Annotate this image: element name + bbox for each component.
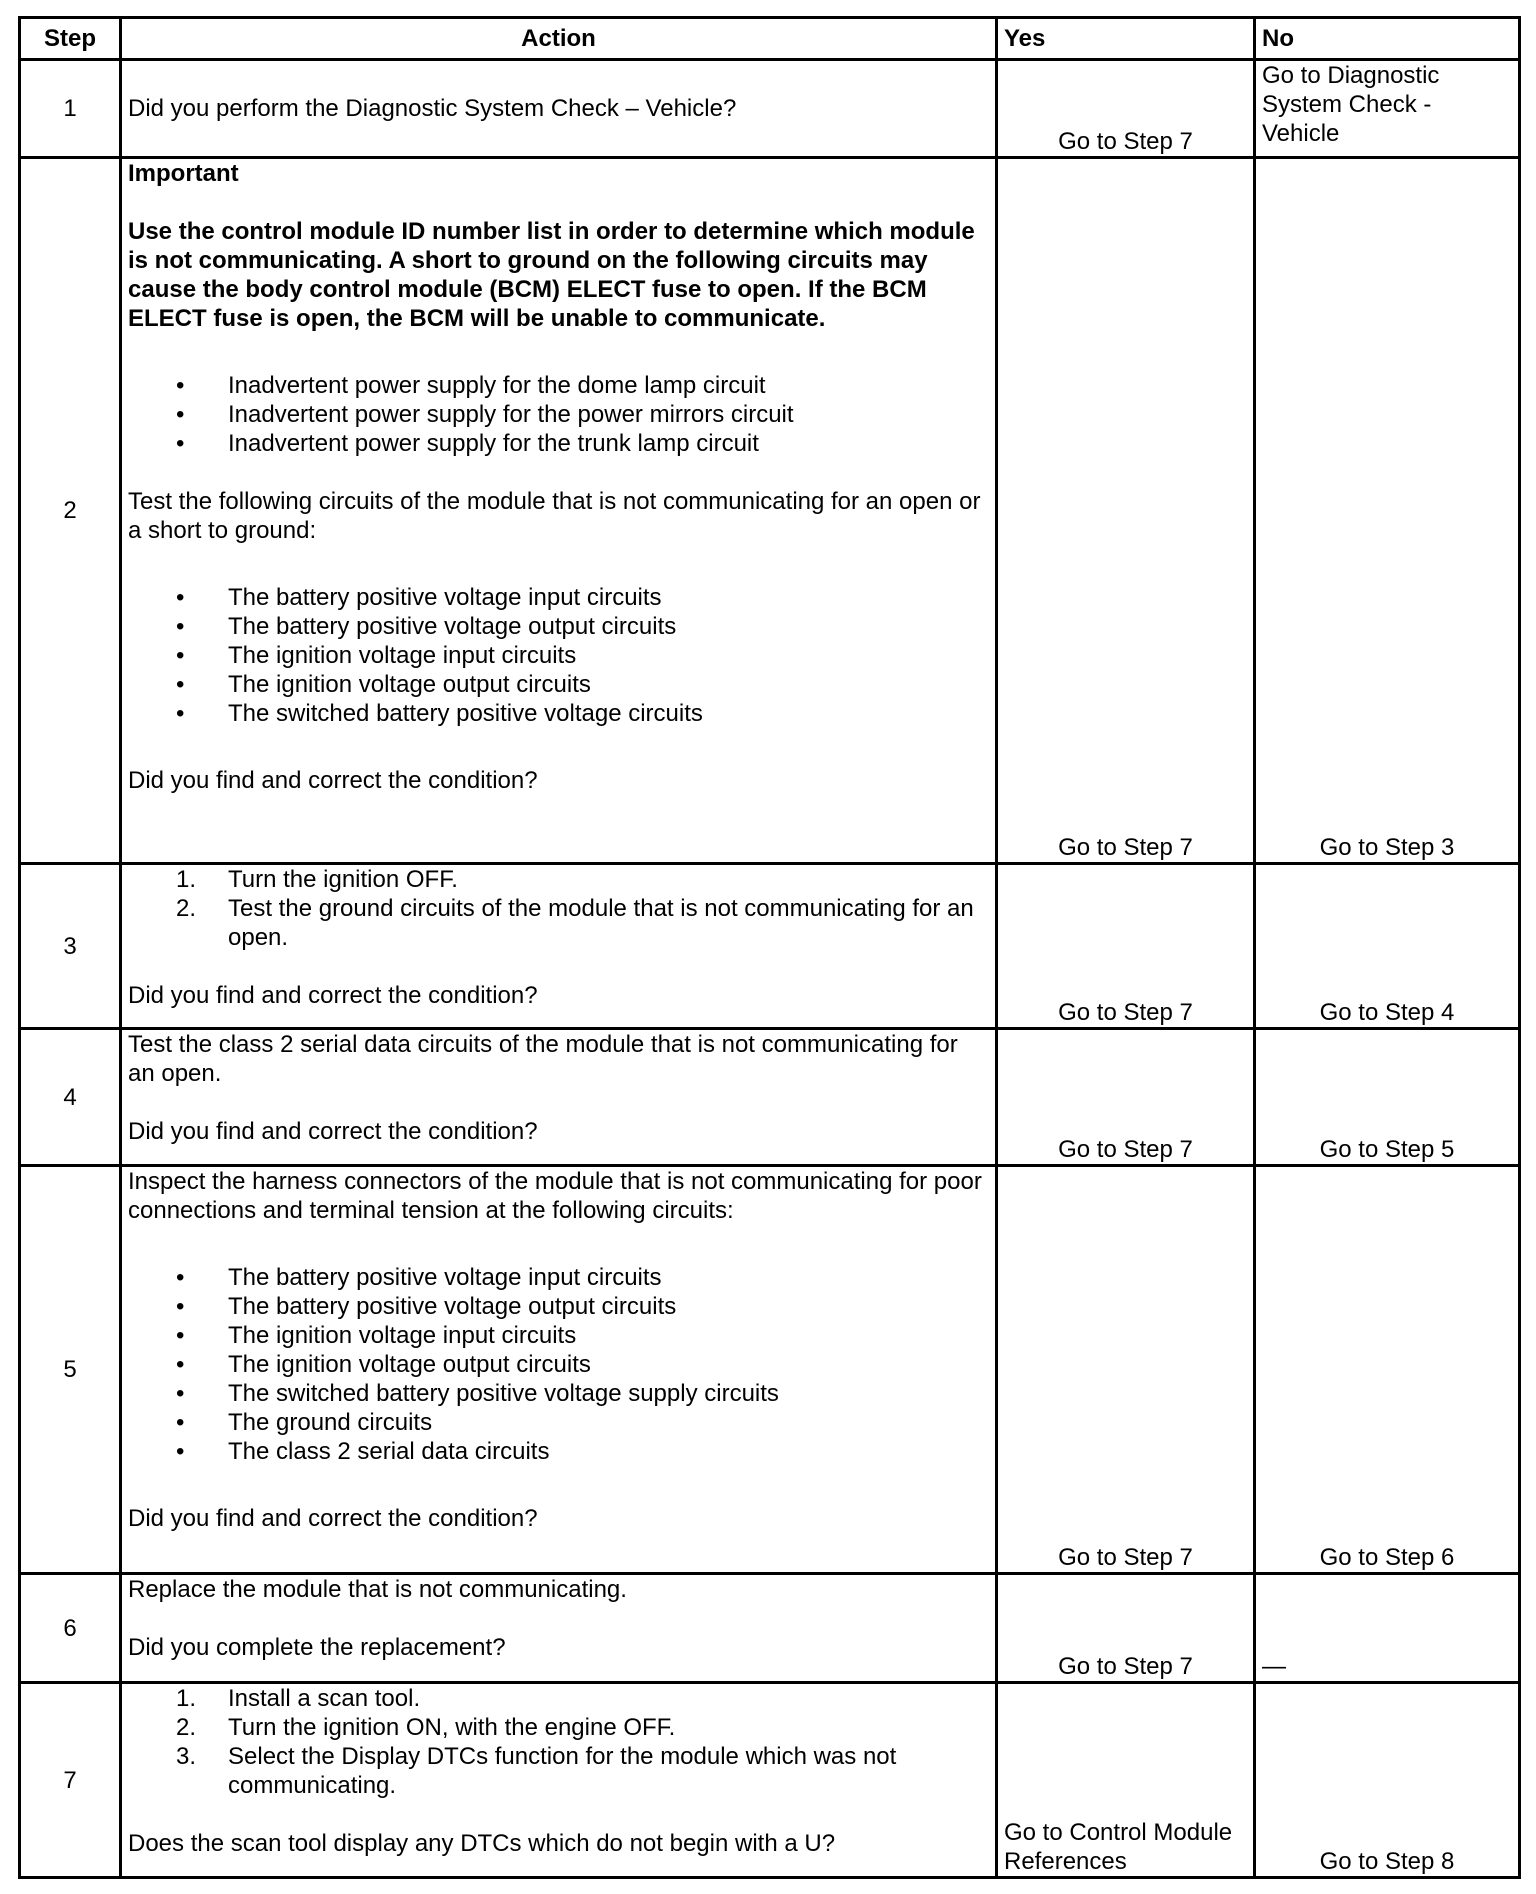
- table-row: [20, 1574, 1520, 1683]
- action-cell: [121, 158, 997, 864]
- instruction-text: Test the class 2 serial data circuits of the module that is not communicating for an open.: [128, 1031, 958, 1087]
- action-cell: [121, 1029, 997, 1166]
- step-number: 1: [20, 60, 121, 158]
- table-row: [20, 864, 1520, 1029]
- action-question: Did you perform the Diagnostic System Check – Vehicle?: [128, 95, 737, 122]
- action-question: Did you find and correct the condition?: [128, 1505, 538, 1532]
- list-item: • Inadvertent power supply for the trunk lamp circuit: [128, 429, 989, 458]
- yes-cell: Go to Step 7: [997, 60, 1255, 158]
- action-cell: [121, 1683, 997, 1878]
- action-question: Did you find and correct the condition?: [128, 767, 538, 794]
- header-yes: Yes: [997, 18, 1255, 60]
- list-item: • The battery positive voltage output circuits: [128, 1292, 989, 1321]
- yes-cell: Go to Control Module References: [997, 1683, 1255, 1878]
- step-number: 6: [20, 1574, 121, 1683]
- instruction-text: Test the following circuits of the module that is not communicating for an open or a short to ground:: [128, 488, 981, 544]
- yes-cell: Go to Step 7: [997, 1574, 1255, 1683]
- no-cell: Go to Step 4: [1255, 864, 1520, 1029]
- list-item: • The switched battery positive voltage supply circuits: [128, 1379, 989, 1408]
- list-item: • The switched battery positive voltage circuits: [128, 699, 989, 728]
- no-cell: —: [1255, 1574, 1520, 1683]
- header-action: Action: [121, 18, 997, 60]
- table-row: [20, 158, 1520, 864]
- instruction-text: Inspect the harness connectors of the module that is not communicating for poor connections and terminal tension at the following circuits:: [128, 1168, 982, 1224]
- yes-cell: Go to Step 7: [997, 158, 1255, 864]
- yes-cell: Go to Step 7: [997, 1166, 1255, 1574]
- list-item: • The battery positive voltage input circuits: [128, 1263, 989, 1292]
- list-item: • The ground circuits: [128, 1408, 989, 1437]
- yes-cell: Go to Step 7: [997, 1029, 1255, 1166]
- list-item: 2. Test the ground circuits of the module that is not communicating for an open.: [176, 895, 974, 951]
- table-row: [20, 1029, 1520, 1166]
- diagnostic-table: [18, 16, 1521, 1879]
- action-question: Did you find and correct the condition?: [128, 1118, 538, 1145]
- action-cell: [121, 864, 997, 1029]
- action-question: Does the scan tool display any DTCs which do not begin with a U?: [128, 1830, 836, 1857]
- header-no: No: [1255, 18, 1520, 60]
- no-cell: Go to Step 5: [1255, 1029, 1520, 1166]
- step-number: 4: [20, 1029, 121, 1166]
- step-number: 3: [20, 864, 121, 1029]
- action-cell: [121, 1574, 997, 1683]
- list-item: • The class 2 serial data circuits: [128, 1437, 989, 1466]
- no-cell: Go to Step 8: [1255, 1683, 1520, 1878]
- action-cell: [121, 60, 997, 158]
- step-number: 2: [20, 158, 121, 864]
- list-item: • The ignition voltage input circuits: [128, 1321, 989, 1350]
- list-item: • Inadvertent power supply for the dome lamp circuit: [128, 371, 989, 400]
- no-cell: Go to Diagnostic System Check - Vehicle: [1255, 60, 1520, 158]
- list-item: • The battery positive voltage output circuits: [128, 612, 989, 641]
- list-item: • The battery positive voltage input circuits: [128, 583, 989, 612]
- table-row: [20, 1683, 1520, 1878]
- table-row: [20, 60, 1520, 158]
- list-item: 1. Install a scan tool.: [176, 1685, 421, 1712]
- yes-cell: Go to Step 7: [997, 864, 1255, 1029]
- list-item: • The ignition voltage output circuits: [128, 670, 989, 699]
- step-number: 7: [20, 1683, 121, 1878]
- list-item: • Inadvertent power supply for the power mirrors circuit: [128, 400, 989, 429]
- header-row: [20, 18, 1520, 60]
- list-item: 3. Select the Display DTCs function for the module which was not communicating.: [176, 1743, 897, 1799]
- important-text: Use the control module ID number list in order to determine which module is not communicating. A short to ground on the following circuits may cause the body control module (BCM) ELECT fuse to open. If the BCM ELECT fuse is open, the BCM will be unable to communicate.: [128, 218, 975, 332]
- list-item: • The ignition voltage input circuits: [128, 641, 989, 670]
- important-label: Important: [128, 160, 239, 187]
- action-question: Did you find and correct the condition?: [128, 982, 538, 1009]
- header-step: Step: [20, 18, 121, 60]
- list-item: 2. Turn the ignition ON, with the engine OFF.: [176, 1714, 676, 1741]
- action-question: Did you complete the replacement?: [128, 1634, 506, 1661]
- list-item: 1. Turn the ignition OFF.: [176, 866, 458, 893]
- action-cell: [121, 1166, 997, 1574]
- step-number: 5: [20, 1166, 121, 1574]
- list-item: • The ignition voltage output circuits: [128, 1350, 989, 1379]
- instruction-text: Replace the module that is not communicating.: [128, 1576, 627, 1603]
- no-cell: Go to Step 3: [1255, 158, 1520, 864]
- no-cell: Go to Step 6: [1255, 1166, 1520, 1574]
- table-row: [20, 1166, 1520, 1574]
